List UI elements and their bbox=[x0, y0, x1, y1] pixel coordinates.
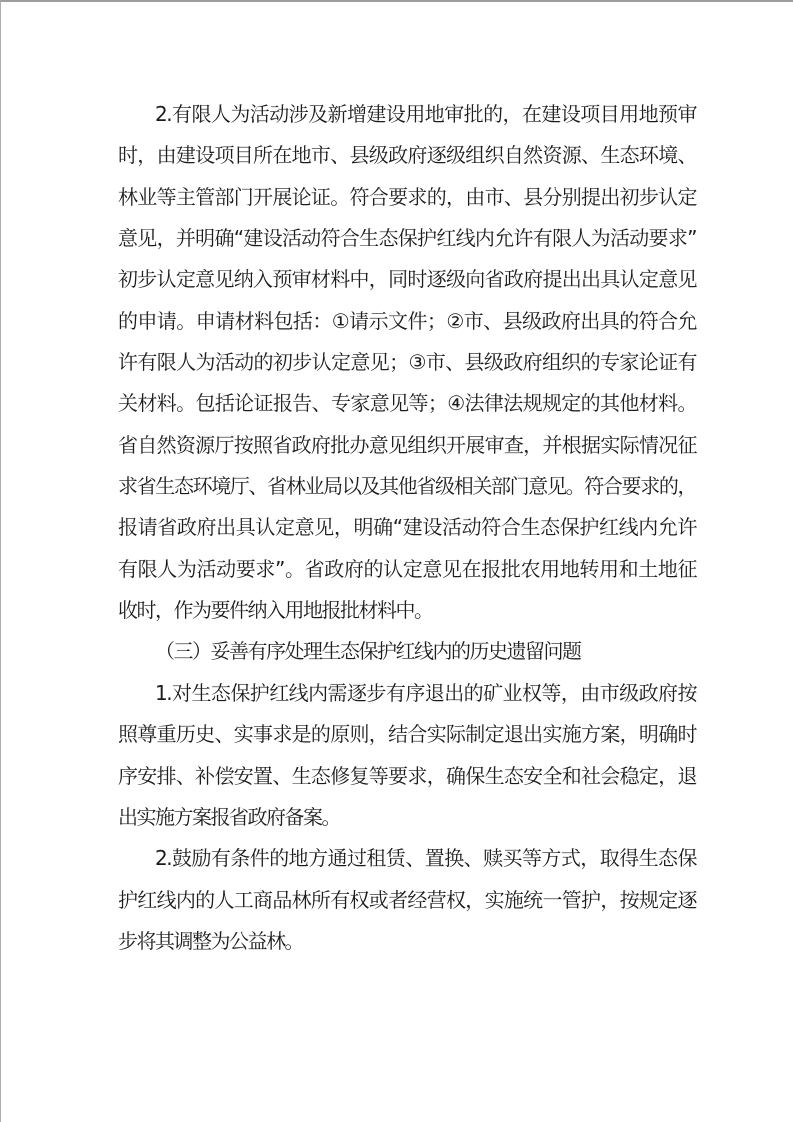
section-heading: （三）妥善有序处理生态保护红线内的历史遗留问题 bbox=[155, 639, 581, 664]
text-line: 时，由建设项目所在地市、县级政府逐级组织自然资源、生态环境、 bbox=[118, 143, 696, 168]
text-line: 护红线内的人工商品林所有权或者经营权，实施统一管护，按规定逐 bbox=[118, 887, 696, 912]
document-text-block bbox=[118, 94, 696, 962]
text-line: 初步认定意见纳入预审材料中，同时逐级向省政府提出出具认定意见 bbox=[118, 267, 696, 292]
text-line: 许有限人为活动的初步认定意见；③市、县级政府组织的专家论证有 bbox=[118, 350, 696, 375]
text-line: 报请省政府出具认定意见，明确“建设活动符合生态保护红线内允许 bbox=[118, 515, 696, 540]
text-line: 步将其调整为公益林。 bbox=[118, 928, 303, 953]
text-line: 关材料。包括论证报告、专家意见等；④法律法规规定的其他材料。 bbox=[118, 391, 696, 416]
text-line: 2.鼓励有条件的地方通过租赁、置换、赎买等方式，取得生态保 bbox=[155, 846, 696, 871]
text-line: 意见，并明确“建设活动符合生态保护红线内允许有限人为活动要求” bbox=[118, 226, 696, 251]
text-line: 2.有限人为活动涉及新增建设用地审批的，在建设项目用地预审 bbox=[155, 102, 696, 126]
text-line: 收时，作为要件纳入用地报批材料中。 bbox=[118, 598, 433, 623]
text-line: 的申请。申请材料包括：①请示文件；②市、县级政府出具的符合允 bbox=[118, 308, 696, 333]
text-line: 照尊重历史、实事求是的原则，结合实际制定退出实施方案，明确时 bbox=[118, 722, 696, 747]
text-line: 1.对生态保护红线内需逐步有序退出的矿业权等，由市级政府按 bbox=[155, 680, 696, 705]
text-line: 林业等主管部门开展论证。符合要求的，由市、县分别提出初步认定 bbox=[118, 184, 696, 209]
text-line: 省自然资源厅按照省政府批办意见组织开展审查，并根据实际情况征 bbox=[118, 432, 696, 457]
text-line: 求省生态环境厅、省林业局以及其他省级相关部门意见。符合要求的， bbox=[118, 474, 696, 499]
text-line: 出实施方案报省政府备案。 bbox=[118, 804, 340, 829]
text-line: 有限人为活动要求”。省政府的认定意见在报批农用地转用和土地征 bbox=[118, 556, 696, 581]
text-line: 序安排、补偿安置、生态修复等要求，确保生态安全和社会稳定，退 bbox=[118, 763, 696, 788]
